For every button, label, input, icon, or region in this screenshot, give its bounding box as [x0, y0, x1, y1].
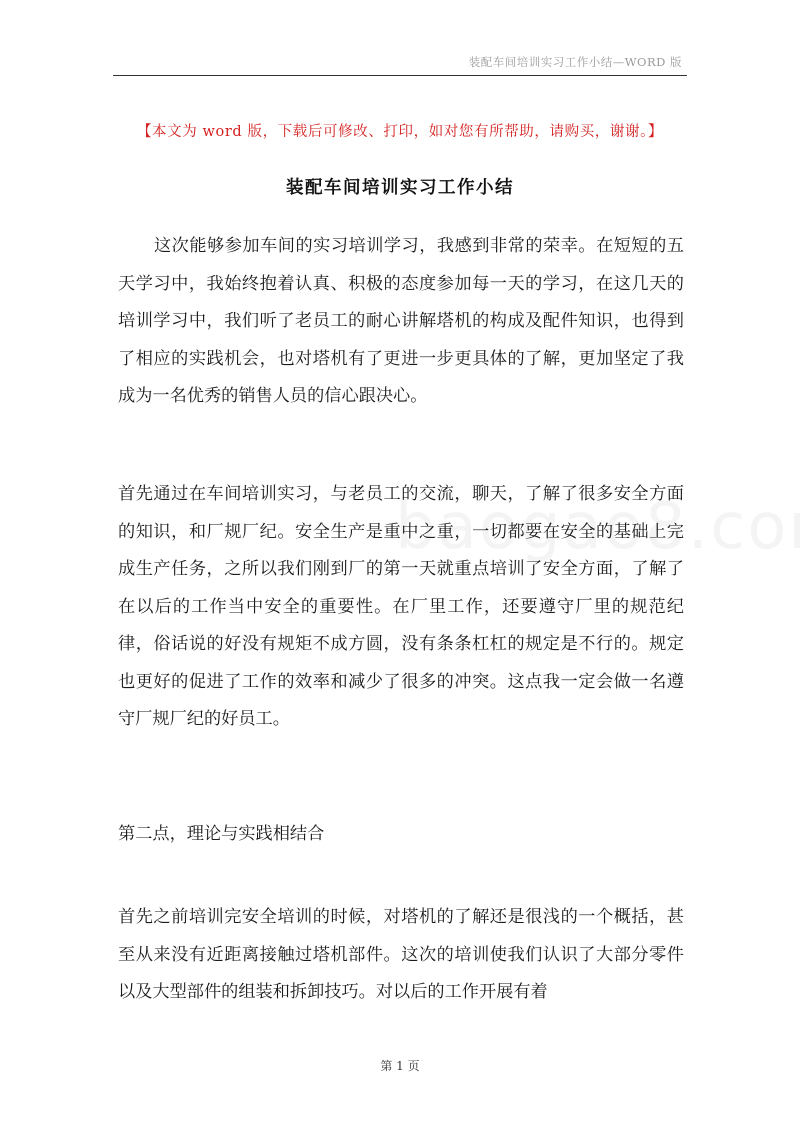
section-heading-second-point: 第二点，理论与实践相结合	[118, 824, 325, 844]
document-title: 装配车间培训实习工作小结	[286, 178, 514, 198]
header-divider	[113, 75, 687, 76]
purchase-notice: 【本文为 word 版，下载后可修改、打印，如对您有所帮助，请购买，谢谢。】	[136, 124, 664, 140]
paragraph-theory-practice: 首先之前培训完安全培训的时候，对塔机的了解还是很浅的一个概括，甚至从来没有近距离接触过塔机部件。这次的培训使我们认识了大部分零件以及大型部件的组装和拆卸技巧。对以后的工作开展有着	[118, 907, 684, 1002]
running-header: 装配车间培训实习工作小结—WORD 版	[468, 55, 682, 69]
paragraph-safety: 首先通过在车间培训实习，与老员工的交流，聊天，了解了很多安全方面的知识，和厂规厂纪。安全生产是重中之重，一切都要在安全的基础上完成生产任务，之所以我们刚到厂的第一天就重点培训了安全方面，了解了在以后的工作当中安全的重要性。在厂里工作，还要遵守厂里的规范纪律，俗话说的好没有规矩不成方圆，没有条条杠杠的规定是不行的。规定也更好的促进了工作的效率和减少了很多的冲突。这点我一定会做一名遵守厂规厂纪的好员工。	[118, 484, 684, 729]
page-number: 第 1 页	[380, 1059, 420, 1073]
paragraph-intro: 这次能够参加车间的实习培训学习，我感到非常的荣幸。在短短的五天学习中，我始终抱着认真、积极的态度参加每一天的学习，在这几天的培训学习中，我们听了老员工的耐心讲解塔机的构成及配件知识，也得到了相应的实践机会，也对塔机有了更进一步更具体的了解，更加坚定了我成为一名优秀的销售人员的信心跟决心。	[118, 236, 684, 406]
